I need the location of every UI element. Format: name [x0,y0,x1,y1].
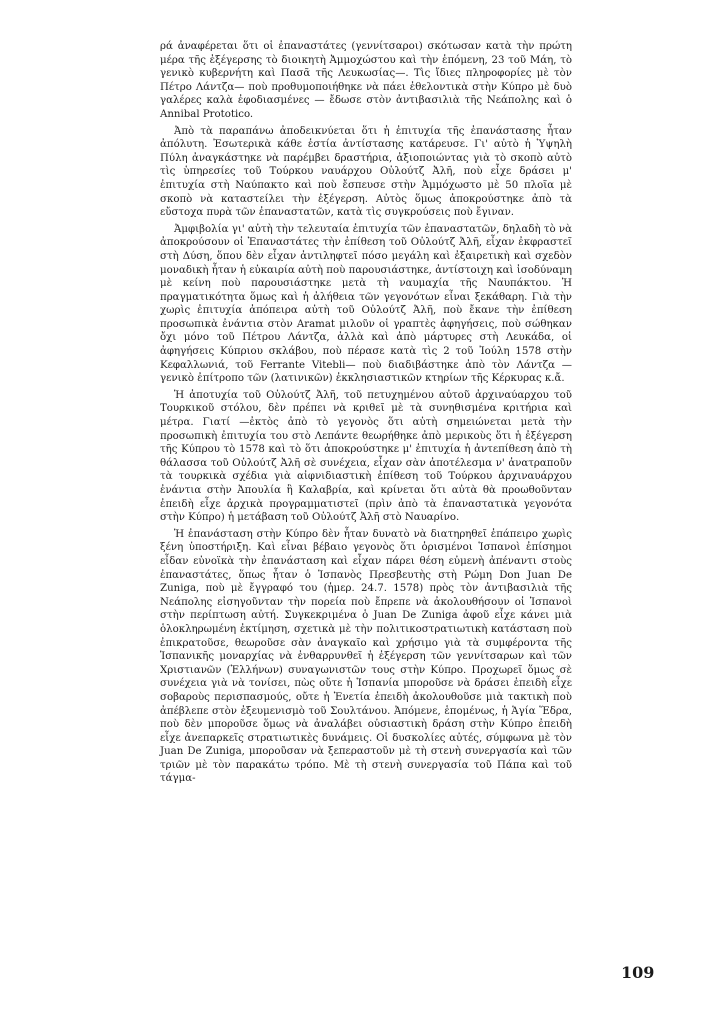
paragraph: Ἀπὸ τὰ παραπάνω ἀποδεικνύεται ὅτι ἡ ἐπιτυχία τῆς ἐπανάστασης ἦταν ἀπόλυτη. Ἐσωτερικὰ κάθε ἑστία ἀντίστασης κατάρευσε. Γι' αὐτὸ ἡ Ὑψηλὴ Πύλη ἀναγκάστηκε νὰ παρέμβει δραστήρια, ἀξιοποιώντας γιὰ τὸ σκοπὸ αὐτὸ τὶς ὑπηρεσίες τοῦ Τούρκου ναυάρχου Οὐλούτζ Ἀλῆ, ποὺ εἶχε δράσει μ' ἐπιτυχία στὴ Ναύπακτο καὶ ποὺ ἔσπευσε στὴν Ἀμμόχωστο μὲ 50 πλοῖα μὲ σκοπὸ νὰ καταστείλει τὴν ἐξέγερση. Αὐτὸς ὅμως ἀποκρούστηκε ἀπὸ τὰ εὔστοχα πυρὰ τῶν ἐπαναστατῶν, κατὰ τὶς συγκρούσεις ποὺ ἔγιναν. [160,125,572,219]
page-body [160,40,572,789]
paragraph: Ἀμφιβολία γι' αὐτὴ τὴν τελευταία ἐπιτυχία τῶν ἐπαναστατῶν, δηλαδὴ τὸ νὰ ἀποκρούσουν οἱ Ἐπαναστάτες τὴν ἐπίθεση τοῦ Οὐλούτζ Ἀλῆ, εἶχαν ἐκφραστεῖ στὴ Δύση, ὅπου δὲν εἶχαν ἀντιληφτεῖ πόσο μεγάλη καὶ ἐξαιρετικὴ καὶ σχεδὸν μοναδικὴ ἦταν ἡ εὐκαιρία αὐτὴ ποὺ παρουσιάστηκε, ἀντίστοιχη καὶ ἰσοδύναμη μὲ κείνη ποὺ παρουσιάστηκε μετὰ τὴ ναυμαχία τῆς Ναυπάκτου. Ἡ πραγματικότητα ὅμως καὶ ἡ ἀλήθεια τῶν γεγονότων εἶναι ξεκάθαρη. Γιὰ τὴν χωρὶς ἐπιτυχία ἀπόπειρα αὐτὴ τοῦ Οὐλούτζ Ἀλῆ, ποὺ ἔκανε τὴν ἐπίθεση προσωπικὰ ἐνάντια στὸν Aramat μιλοῦν οἱ γραπτὲς ἀφηγήσεις, ποὺ σώθηκαν ὄχι μόνο τοῦ Πέτρου Λάντζα, ἀλλὰ καὶ ἀπὸ μάρτυρες στὴ Λευκάδα, οἱ ἀφηγήσεις Κύπριου σκλάβου, ποὺ πέρασε κατὰ τὶς 2 τοῦ Ἰούλη 1578 στὴν Κεφαλλωνιά, τοῦ Ferrante Vitebli— ποὺ διαδιβάστηκε ἀπὸ τὸν Λάντζα —γενικὸ ἐπίτροπο τῶν (λατινικῶν) ἐκκλησιαστικῶν κτηρίων τῆς Κέρκυρας κ.ἄ. [160,223,572,385]
page-number: 109 [621,963,655,982]
paragraph: Ἡ ἀποτυχία τοῦ Οὐλούτζ Ἀλῆ, τοῦ πετυχημένου αὐτοῦ ἀρχιναύαρχου τοῦ Τουρκικοῦ στόλου, δὲν πρέπει νὰ κριθεῖ μὲ τὰ συνηθισμένα κριτήρια καὶ μέτρα. Γιατί —ἐκτὸς ἀπὸ τὸ γεγονὸς ὅτι αὐτὴ σημειώνεται μετὰ τὴν προσωπικὴ ἐπιτυχία του στὸ Λεπάντε θεωρήθηκε ἀπὸ μερικοὺς ὅτι ἡ ἐξέγερση τῆς Κύπρου τὸ 1578 καὶ τὸ ὅτι ἀποκρούστηκε μ' ἐπιτυχία ἡ ἀντεπίθεση ἀπὸ τὴ θάλασσα τοῦ Οὐλούτζ Ἀλῆ σὲ συνέχεια, εἶχαν σὰν ἀποτέλεσμα ν' ἀνατραποῦν τὰ τουρκικὰ σχέδια γιὰ αἰφνιδιαστικὴ ἐπίθεση τοῦ Τούρκου ἀρχιναυάρχου ἐνάντια στὴν Ἀπουλία ἢ Καλαβρία, καὶ κρίνεται ὅτι αὐτὰ θὰ προωθοῦνταν ἐπειδὴ εἶχε ἀρχικὰ προγραμματιστεῖ (πρὶν ἀπὸ τὰ ἐπαναστατικὰ γεγονότα στὴν Κύπρο) ἡ μετάβαση τοῦ Οὐλούτζ Ἀλῆ στὸ Ναυαρίνο. [160,389,572,524]
paragraph: Ἡ ἐπανάσταση στὴν Κύπρο δὲν ἦταν δυνατὸ νὰ διατηρηθεῖ ἐπάπειρο χωρὶς ξένη ὑποστήριξη. Καὶ εἶναι βέβαιο γεγονὸς ὅτι ὁρισμένοι Ἱσπανοὶ ἐπίσημοι εἶδαν εὐνοϊκὰ τὴν ἐπανάσταση καὶ εἶχαν πάρει θέση εὐμενὴ ἀπέναντι στοὺς ἐπαναστάτες, ὅπως ἦταν ὁ Ἱσπανὸς Πρεσβευτὴς στὴ Ρώμη Don Juan De Zuniga, ποὺ μὲ ἔγγραφό του (ἡμερ. 24.7. 1578) πρὸς τὸν ἀντιβασιλιὰ τῆς Νεάπολης εἰσηγοῦνταν τὴν πορεία ποὺ ἔπρεπε νὰ ἀκολουθήσουν οἱ Ἱσπανοὶ στὴν περίπτωση αὐτή. Συγκεκριμένα ὁ Juan De Zuniga ἀφοῦ εἶχε κάνει μιὰ ὁλοκληρωμένη ἐκτίμηση, σχετικὰ μὲ τὴν πολιτικοστρατιωτικὴ κατάσταση ποὺ ἐπικρατοῦσε, θεωροῦσε σὰν ἀναγκαῖο καὶ χρήσιμο γιὰ τὰ συμφέροντα τῆς Ἱσπανικῆς μοναρχίας νὰ ἐνθαρρυνθεῖ ἡ ἐξέγερση τῶν γεννίτσαρων καὶ τῶν Χριστιανῶν (Ἑλλήνων) συναγωνιστῶν τους στὴν Κύπρο. Προχωρεῖ ὅμως σὲ συνέχεια γιὰ νὰ τονίσει, πὼς οὔτε ἡ Ἱσπανία μποροῦσε νὰ δράσει ἐπειδὴ εἶχε σοβαροὺς περισπασμούς, οὔτε ἡ Ἐνετία ἐπειδὴ ἀκολουθοῦσε μιὰ τακτικὴ ποὺ ἀπέβλεπε στὸν ἐξευμενισμὸ τοῦ Σουλτάνου. Ἀπόμενε, ἑπομένως, ἡ Ἁγία Ἕδρα, ποὺ δὲν μποροῦσε ὅμως νὰ ἀναλάβει οὐσιαστικὴ δράση στὴν Κύπρο ἐπειδὴ εἶχε ἀνεπαρκεῖς στρατιωτικὲς δυνάμεις. Οἱ δυσκολίες αὐτές, σύμφωνα μὲ τὸν Juan De Zuniga, μποροῦσαν νὰ ξεπεραστοῦν μὲ τὴ στενὴ συνεργασία καὶ τῶν τριῶν μὲ τὸν παρακάτω τρόπο. Μὲ τὴ στενὴ συνεργασία τοῦ Πάπα καὶ τοῦ τάγμα- [160,528,572,785]
paragraph: ρά ἀναφέρεται ὅτι οἱ ἐπαναστάτες (γεννίτσαροι) σκότωσαν κατὰ τὴν πρώτη μέρα τῆς ἐξέγερσης τὸ διοικητὴ Ἀμμοχώστου καὶ τὴν ἑπόμενη, 23 τοῦ Μάη, τὸ γενικὸ κυβερνήτη καὶ Πασᾶ τῆς Λευκωσίας—. Τὶς ἴδιες πληροφορίες μὲ τὸν Πέτρο Λάντζα— ποὺ προθυμοποιήθηκε νὰ πάει ἐθελοντικὰ στὴν Κύπρο μὲ δυὸ γαλέρες καλὰ ἐφοδιασμένες — ἔδωσε στὸν ἀντιβασιλιὰ τῆς Νεάπολης καὶ ὁ Annibal Prototico. [160,41,572,120]
